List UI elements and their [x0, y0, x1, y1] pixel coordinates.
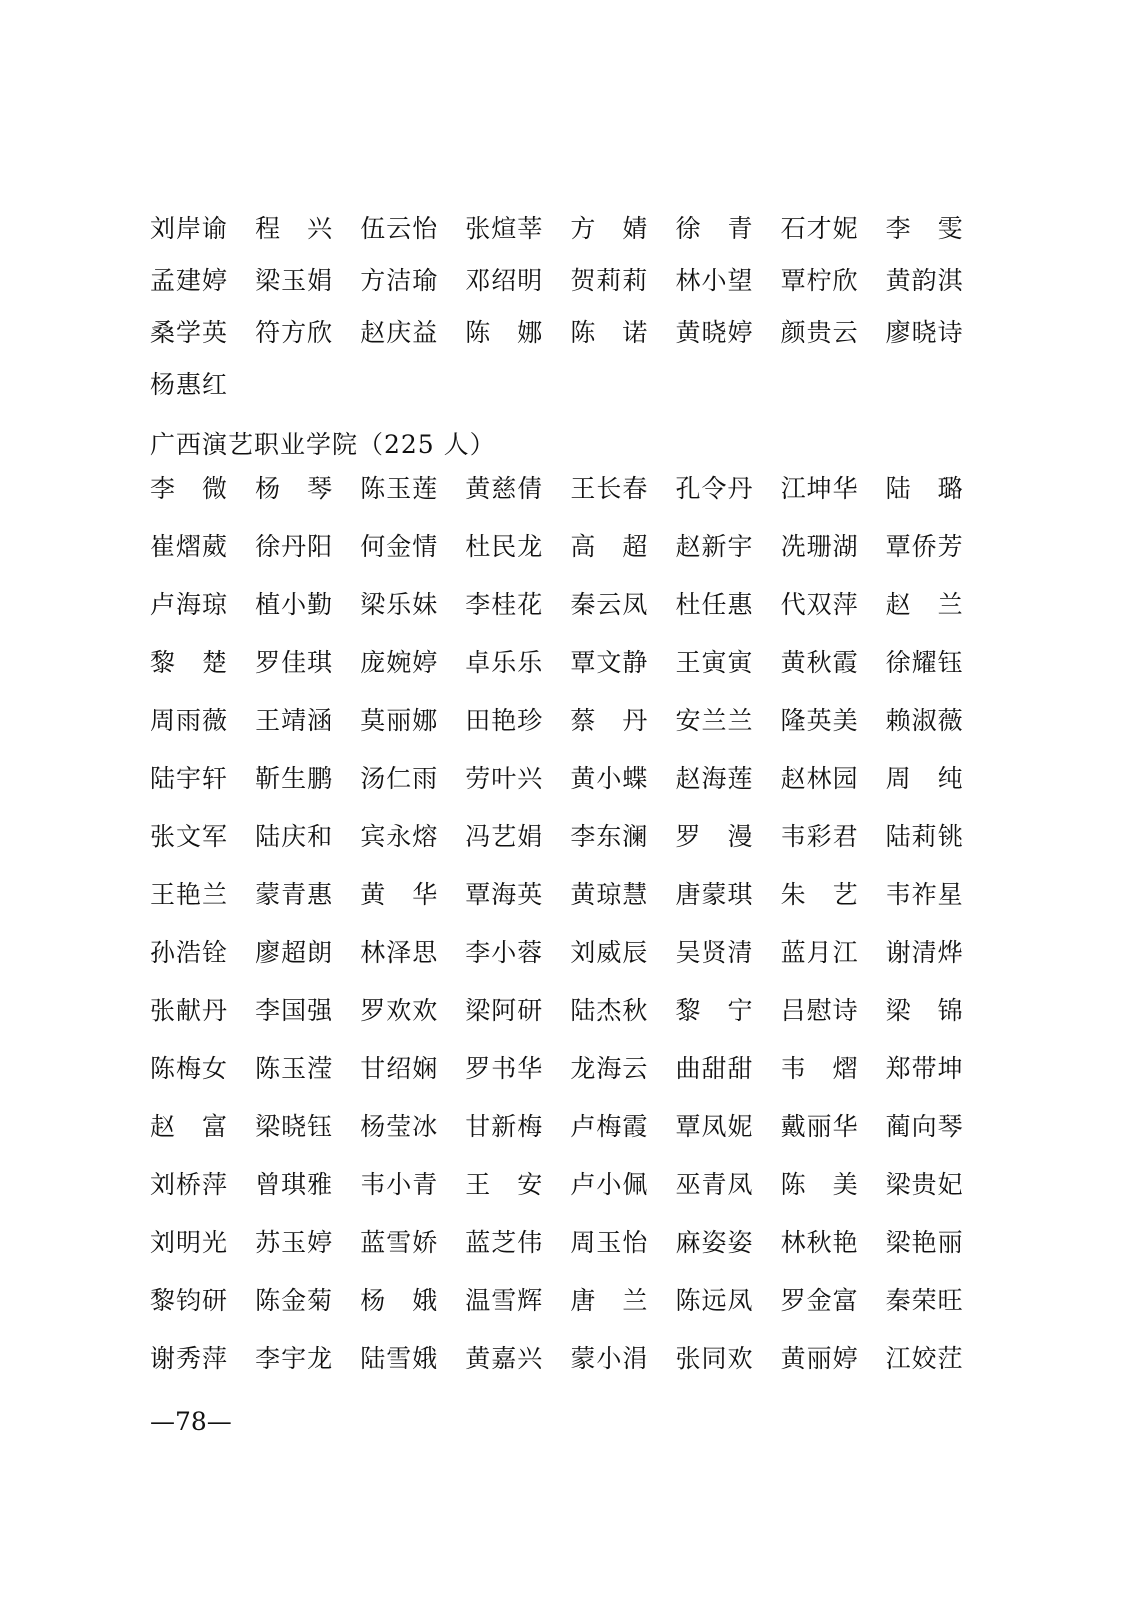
person-name: 黄晓婷: [675, 318, 754, 347]
person-name: 蔡 丹: [570, 706, 649, 735]
name-row: [150, 692, 965, 750]
name-row: [150, 203, 965, 255]
person-name: 代双萍: [780, 590, 859, 619]
person-name: 卢海琼: [150, 590, 229, 619]
person-name: 韦小青: [360, 1170, 439, 1199]
person-name: 蒙小涓: [570, 1344, 649, 1373]
person-name: 黄嘉兴: [465, 1344, 544, 1373]
person-name: 林小望: [675, 266, 754, 295]
person-name: 韦彩君: [780, 822, 859, 851]
person-name: 罗欢欢: [360, 996, 439, 1025]
person-name: 陈梅女: [150, 1054, 229, 1083]
person-name: 黄 华: [360, 880, 439, 909]
person-name: 陆庆和: [255, 822, 334, 851]
person-name: 梁乐妹: [360, 590, 439, 619]
person-name: 方 婧: [570, 214, 649, 243]
person-name: 田艳珍: [465, 706, 544, 735]
person-name: 赵新宇: [675, 532, 754, 561]
person-name: 黎 楚: [150, 648, 229, 677]
person-name: 杨 娥: [360, 1286, 439, 1315]
person-name: 冯艺娟: [465, 822, 544, 851]
person-name: 黎 宁: [675, 996, 754, 1025]
person-name: 陆 璐: [885, 474, 964, 503]
person-name: 刘明光: [150, 1228, 229, 1257]
person-name: 蒙青惠: [255, 880, 334, 909]
person-name: 符方欣: [255, 318, 334, 347]
person-name: 陈 美: [780, 1170, 859, 1199]
person-name: 梁贵妃: [885, 1170, 964, 1199]
person-name: 黄韵淇: [885, 266, 964, 295]
person-name: 黄秋霞: [780, 648, 859, 677]
person-name: 李桂花: [465, 590, 544, 619]
person-name: 何金情: [360, 532, 439, 561]
person-name: 陈远凤: [675, 1286, 754, 1315]
person-name: 蓝月江: [780, 938, 859, 967]
person-name: 张文军: [150, 822, 229, 851]
person-name: 陆雪娥: [360, 1344, 439, 1373]
name-row: [150, 924, 965, 982]
person-name: 孔令丹: [675, 474, 754, 503]
person-name: 颜贵云: [780, 318, 859, 347]
name-row: [150, 359, 965, 411]
person-name: 高 超: [570, 532, 649, 561]
person-name: 覃文静: [570, 648, 649, 677]
person-name: 郑带坤: [885, 1054, 964, 1083]
name-list-previous-institution: [150, 203, 965, 411]
person-name: 王长春: [570, 474, 649, 503]
person-name: 曲甜甜: [675, 1054, 754, 1083]
person-name: 庞婉婷: [360, 648, 439, 677]
person-name: 方洁瑜: [360, 266, 439, 295]
person-name: 陈玉滢: [255, 1054, 334, 1083]
page-number: —78—: [150, 1407, 232, 1436]
person-name: 黄慈倩: [465, 474, 544, 503]
person-name: 李小蓉: [465, 938, 544, 967]
name-row: [150, 634, 965, 692]
person-name: 朱 艺: [780, 880, 859, 909]
name-row: [150, 808, 965, 866]
name-row: [150, 1098, 965, 1156]
person-name: 赵海莲: [675, 764, 754, 793]
person-name: 王 安: [465, 1170, 544, 1199]
person-name: 廖超朗: [255, 938, 334, 967]
person-name: 谢清烨: [885, 938, 964, 967]
person-name: 陈金菊: [255, 1286, 334, 1315]
name-list-guangxi-performing-arts: [150, 460, 965, 1388]
person-name: 赵林园: [780, 764, 859, 793]
person-name: 梁阿研: [465, 996, 544, 1025]
person-name: 韦祚星: [885, 880, 964, 909]
institution-heading: 广西演艺职业学院（225 人）: [150, 430, 496, 459]
person-name: 李国强: [255, 996, 334, 1025]
person-name: 黄小蝶: [570, 764, 649, 793]
person-name: 罗 漫: [675, 822, 754, 851]
person-name: 陈 娜: [465, 318, 544, 347]
person-name: 石才妮: [780, 214, 859, 243]
person-name: 巫青凤: [675, 1170, 754, 1199]
person-name: 甘新梅: [465, 1112, 544, 1141]
person-name: 覃柠欣: [780, 266, 859, 295]
name-row: [150, 255, 965, 307]
person-name: 王寅寅: [675, 648, 754, 677]
person-name: 徐 青: [675, 214, 754, 243]
person-name: 杨 琴: [255, 474, 334, 503]
person-name: 覃海英: [465, 880, 544, 909]
person-name: 韦 熠: [780, 1054, 859, 1083]
person-name: 林泽思: [360, 938, 439, 967]
name-row: [150, 1272, 965, 1330]
person-name: 陈玉莲: [360, 474, 439, 503]
person-name: 梁 锦: [885, 996, 964, 1025]
person-name: 龙海云: [570, 1054, 649, 1083]
person-name: 黄丽婷: [780, 1344, 859, 1373]
person-name: 程 兴: [255, 214, 334, 243]
person-name: 秦云凤: [570, 590, 649, 619]
name-row: [150, 750, 965, 808]
person-name: 刘岸谕: [150, 214, 229, 243]
person-name: 卢小佩: [570, 1170, 649, 1199]
person-name: 宾永熔: [360, 822, 439, 851]
person-name: 王靖涵: [255, 706, 334, 735]
person-name: 冼珊湖: [780, 532, 859, 561]
person-name: 戴丽华: [780, 1112, 859, 1141]
person-name: 伍云怡: [360, 214, 439, 243]
name-row: [150, 1330, 965, 1388]
person-name: 温雪辉: [465, 1286, 544, 1315]
person-name: 张同欢: [675, 1344, 754, 1373]
person-name: 劳叶兴: [465, 764, 544, 793]
person-name: 甘绍娴: [360, 1054, 439, 1083]
person-name: 崔熠葳: [150, 532, 229, 561]
person-name: 杨莹冰: [360, 1112, 439, 1141]
person-name: 吴贤清: [675, 938, 754, 967]
person-name: 曾琪雅: [255, 1170, 334, 1199]
person-name: 梁玉娟: [255, 266, 334, 295]
person-name: 李东澜: [570, 822, 649, 851]
person-name: 唐 兰: [570, 1286, 649, 1315]
person-name: 桑学英: [150, 318, 229, 347]
person-name: 梁晓钰: [255, 1112, 334, 1141]
person-name: 周 纯: [885, 764, 964, 793]
person-name: 唐蒙琪: [675, 880, 754, 909]
name-row: [150, 460, 965, 518]
person-name: 徐丹阳: [255, 532, 334, 561]
person-name: 孙浩铨: [150, 938, 229, 967]
person-name: 苏玉婷: [255, 1228, 334, 1257]
person-name: 杨惠红: [150, 370, 229, 399]
person-name: 莫丽娜: [360, 706, 439, 735]
person-name: 谢秀萍: [150, 1344, 229, 1373]
person-name: 杜任惠: [675, 590, 754, 619]
person-name: 赵 富: [150, 1112, 229, 1141]
person-name: 李宇龙: [255, 1344, 334, 1373]
person-name: 黄琼慧: [570, 880, 649, 909]
name-row: [150, 1214, 965, 1272]
person-name: 刘桥萍: [150, 1170, 229, 1199]
person-name: 吕慰诗: [780, 996, 859, 1025]
name-row: [150, 1040, 965, 1098]
person-name: 周玉怡: [570, 1228, 649, 1257]
person-name: 陈 诺: [570, 318, 649, 347]
person-name: 张煊莘: [465, 214, 544, 243]
name-row: [150, 576, 965, 634]
person-name: 杜民龙: [465, 532, 544, 561]
name-row: [150, 1156, 965, 1214]
person-name: 汤仁雨: [360, 764, 439, 793]
person-name: 梁艳丽: [885, 1228, 964, 1257]
person-name: 蓝芝伟: [465, 1228, 544, 1257]
person-name: 张献丹: [150, 996, 229, 1025]
person-name: 廖晓诗: [885, 318, 964, 347]
person-name: 卓乐乐: [465, 648, 544, 677]
person-name: 植小勤: [255, 590, 334, 619]
name-row: [150, 982, 965, 1040]
name-row: [150, 518, 965, 576]
person-name: 黎钧研: [150, 1286, 229, 1315]
person-name: 蓝雪娇: [360, 1228, 439, 1257]
person-name: 卢梅霞: [570, 1112, 649, 1141]
person-name: 赖淑薇: [885, 706, 964, 735]
person-name: 罗金富: [780, 1286, 859, 1315]
person-name: 王艳兰: [150, 880, 229, 909]
person-name: 林秋艳: [780, 1228, 859, 1257]
person-name: 周雨薇: [150, 706, 229, 735]
person-name: 贺莉莉: [570, 266, 649, 295]
person-name: 安兰兰: [675, 706, 754, 735]
name-row: [150, 307, 965, 359]
person-name: 覃侨芳: [885, 532, 964, 561]
person-name: 陆杰秋: [570, 996, 649, 1025]
person-name: 江姣茳: [885, 1344, 964, 1373]
person-name: 徐耀钰: [885, 648, 964, 677]
person-name: 江坤华: [780, 474, 859, 503]
person-name: 赵庆益: [360, 318, 439, 347]
person-name: 邓绍明: [465, 266, 544, 295]
person-name: 赵 兰: [885, 590, 964, 619]
person-name: 孟建婷: [150, 266, 229, 295]
person-name: 隆英美: [780, 706, 859, 735]
person-name: 罗佳琪: [255, 648, 334, 677]
person-name: 麻姿姿: [675, 1228, 754, 1257]
person-name: 蔺向琴: [885, 1112, 964, 1141]
person-name: 李 微: [150, 474, 229, 503]
person-name: 刘威辰: [570, 938, 649, 967]
person-name: 秦荣旺: [885, 1286, 964, 1315]
person-name: 覃凤妮: [675, 1112, 754, 1141]
name-row: [150, 866, 965, 924]
person-name: 李 雯: [885, 214, 964, 243]
person-name: 陆宇轩: [150, 764, 229, 793]
person-name: 靳生鹏: [255, 764, 334, 793]
person-name: 罗书华: [465, 1054, 544, 1083]
person-name: 陆莉铫: [885, 822, 964, 851]
